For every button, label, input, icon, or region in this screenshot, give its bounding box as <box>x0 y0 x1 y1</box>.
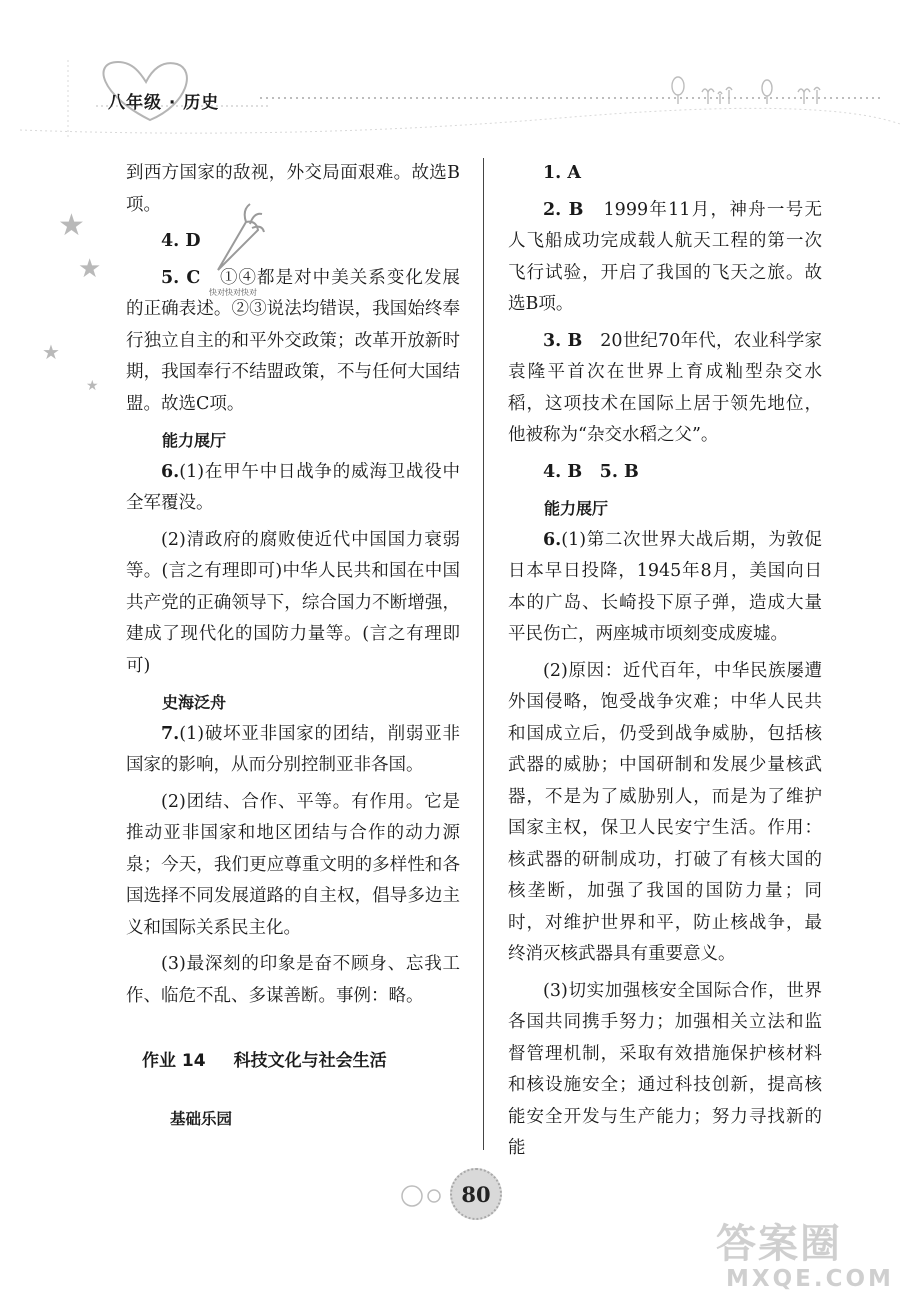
answer-6-1: 6.(1)第二次世界大战后期，为敦促日本早日投降，1945年8月，美国向日本的广岛、长崎投下原子弹，造成大量平民伤亡，两座城市顷刻变成废墟。 <box>508 529 822 644</box>
watermark-sub: MXQE.COM <box>726 1266 894 1292</box>
column-divider <box>483 158 484 1150</box>
star-icon: ★ <box>78 254 102 284</box>
watermark-main: 答案圈 <box>716 1221 842 1267</box>
answer-paragraph: 到西方国家的敌视，外交局面艰难。故选B项。 <box>126 163 460 215</box>
answer-4-5: 4. B 5. B <box>543 461 639 482</box>
page-number-area <box>398 1164 508 1224</box>
header-decoration <box>0 0 900 140</box>
section-heading: 能力展厅 <box>544 499 609 518</box>
answer-5: 5. C ①④都是对中美关系变化发展的正确表述。②③说法均错误，我国始终奉行独立自主的和平外交政策；改革开放新时期，我国奉行不结盟政策，不与任何大国结盟。故选C项。 <box>126 267 460 414</box>
page-header <box>0 0 900 140</box>
answer-6-3: (3)切实加强核安全国际合作，世界各国共同携手努力；加强相关立法和监督管理机制，采取有效措施保护核材料和核设施安全；通过科技创新，提高核能安全开发与生产能力；努力寻找新的能 <box>508 980 822 1158</box>
answer-6-1: 6.(1)在甲午中日战争的威海卫战役中全军覆没。 <box>126 461 460 513</box>
answer-1: 1. A <box>543 163 581 183</box>
header-title: 八年级 · 历史 <box>108 93 220 113</box>
circles-decoration <box>398 1164 458 1224</box>
answer-3: 3. B 20世纪70年代，农业科学家袁隆平首次在世界上育成籼型杂交水稻，这项技术在国际上居于领先地位，他被称为“杂交水稻之父”。 <box>508 330 822 445</box>
answer-7-2: (2)团结、合作、平等。有作用。它是推动亚非国家和地区团结与合作的动力源泉；今天，我们更应尊重文明的多样性和各国选择不同发展道路的自主权，倡导多边主义和国际关系民主化。 <box>126 791 460 938</box>
plants-icon <box>672 77 820 104</box>
left-column <box>126 158 460 1135</box>
star-icon: ★ <box>58 208 85 243</box>
chapter-title: 科技文化与社会生活 <box>233 1051 387 1071</box>
subsection-heading: 基础乐园 <box>170 1109 233 1128</box>
answer-7-3: (3)最深刻的印象是奋不顾身、忘我工作、临危不乱、多谋善断。事例：略。 <box>126 954 460 1006</box>
stamp-text: 快对快对快对 <box>209 288 257 297</box>
answer-2: 2. B 1999年11月，神舟一号无人飞船成功完成载人航天工程的第一次飞行试验，开启了我国的飞天之旅。故选B项。 <box>508 199 822 314</box>
star-icon: ★ <box>42 340 60 364</box>
answer-6-2: (2)原因：近代百年，中华民族屡遭外国侵略，饱受战争灾难；中华人民共和国成立后，仍受到战争威胁，包括核武器的威胁；中国研制和发展少量核武器，不是为了威胁别人，而是为了维护国家主权，保卫人民安宁生活。作用：核武器的研制成功，打破了有核大国的核垄断，加强了我国的国防力量；同时，对维护世界和平，防止核战争，最终消灭核武器具有重要意义。 <box>508 660 822 964</box>
right-column <box>508 158 822 1165</box>
answer-4: 4. D <box>161 231 201 251</box>
answer-7-1: 7.(1)破坏亚非国家的团结，削弱亚非国家的影响，从而分别控制亚非各国。 <box>126 723 460 775</box>
section-heading: 史海泛舟 <box>162 693 227 712</box>
page-number: 80 <box>450 1168 502 1220</box>
star-icon: ★ <box>86 378 99 394</box>
watermark <box>716 1222 894 1292</box>
chapter-number: 作业 14 <box>142 1051 206 1071</box>
chapter-heading <box>126 1046 460 1078</box>
section-heading: 能力展厅 <box>162 431 227 450</box>
answer-6-2: (2)清政府的腐败使近代中国国力衰弱等。(言之有理即可)中华人民共和国在中国共产党的正确领导下，综合国力不断增强，建成了现代化的国防力量等。(言之有理即可) <box>126 529 460 676</box>
